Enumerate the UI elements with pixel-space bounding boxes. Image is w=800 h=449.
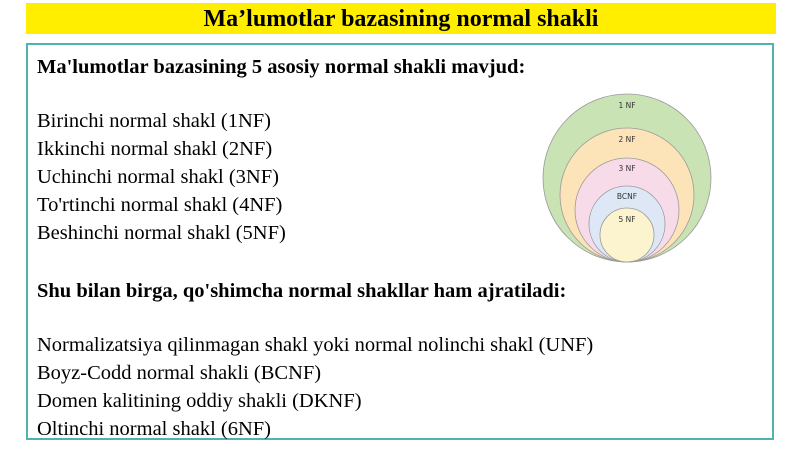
content-box: [26, 43, 774, 440]
list-item: Ikkinchi normal shakl (2NF): [37, 138, 273, 160]
ring-label: 1 NF: [618, 101, 636, 110]
page-title: Ma’lumotlar bazasining normal shakli: [203, 5, 599, 32]
ring-label: BCNF: [616, 192, 638, 201]
section1-list: [37, 107, 286, 247]
list-item: To'rtinchi normal shakl (4NF): [37, 194, 283, 216]
nested-circles-svg: [540, 91, 714, 265]
list-item: Uchinchi normal shakl (3NF): [37, 166, 279, 188]
ring-label: 3 NF: [618, 164, 636, 173]
ring-label: 5 NF: [618, 215, 636, 224]
list-item: Normalizatsiya qilinmagan shakl yoki normal nolinchi shakl (UNF): [37, 334, 594, 356]
list-item: Boyz-Codd normal shakli (BCNF): [37, 362, 322, 384]
list-item: Domen kalitining oddiy shakli (DKNF): [37, 390, 362, 412]
list-item: Beshinchi normal shakl (5NF): [37, 222, 286, 244]
section2-heading: Shu bilan birga, qo'shimcha normal shakllar ham ajratiladi:: [37, 280, 567, 302]
normal-forms-nested-diagram: [540, 91, 714, 265]
section1-heading: Ma'lumotlar bazasining 5 asosiy normal shakli mavjud:: [37, 56, 526, 78]
section2-list: [37, 331, 593, 443]
ring-label: 2 NF: [618, 135, 636, 144]
list-item: Oltinchi normal shakl (6NF): [37, 418, 272, 440]
list-item: Birinchi normal shakl (1NF): [37, 110, 272, 132]
title-bar: [26, 3, 776, 34]
